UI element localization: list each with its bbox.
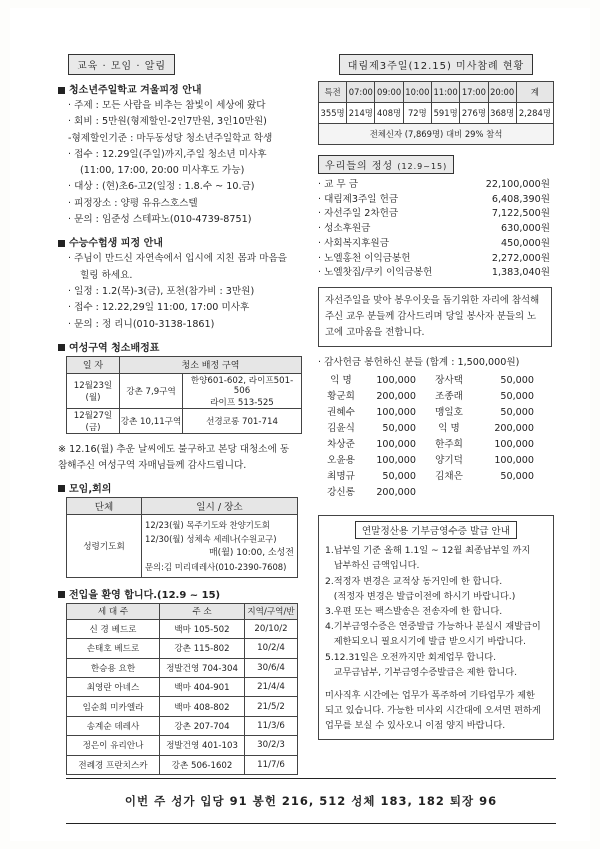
offering-label: · 성소후원금: [318, 223, 371, 235]
offering-label: · 자선주일 2차헌금: [318, 208, 399, 220]
donor-name: 장사택: [435, 375, 463, 387]
mass-value: 214명: [347, 103, 375, 124]
mass-value: 2,284명: [516, 103, 553, 124]
certificate-line: 4.기부금영수증은 연중발급 가능하나 분실시 재발급이: [325, 621, 541, 633]
bulletin-page: [10, 8, 590, 841]
donor-name: 황군희: [327, 391, 355, 403]
donor-name: 김윤식: [327, 423, 355, 435]
welcome-householder: 정은이 유리안나: [67, 736, 160, 755]
cleaning-detail: 선경코롱 701-714: [183, 408, 302, 433]
donor-name: 한주희: [435, 439, 463, 451]
welcome-address: 강촌 115-802: [160, 639, 245, 658]
meetings-header: 일시 / 장소: [142, 497, 298, 514]
offering-amount: 7,122,500원: [491, 208, 550, 220]
cleaning-section: [58, 339, 304, 434]
cleaning-date: 12월23일(월): [67, 373, 120, 408]
bullet-square-icon: [58, 87, 65, 94]
offering-label: · 노엘홍천 이익금봉헌: [318, 252, 411, 264]
welcome-district: 21/4/4: [245, 678, 298, 697]
certificate-line: 납부하신 금액입니다.: [325, 560, 420, 572]
donor-name: 익 명: [438, 423, 460, 435]
donation-row: [318, 485, 554, 501]
certificate-line: 3.우편 또는 팩스발송은 전송자에 한 합니다.: [325, 606, 503, 618]
exam-retreat-line: · 문의 : 정 리니(010-3138-1861): [68, 318, 215, 330]
meetings-line: 12/30(월) 성체속 세레나(수원교구): [145, 533, 277, 544]
hymn-footer: 이번 주 성가 입당 91 봉헌 216, 512 성체 183, 182 퇴장 96: [66, 778, 556, 824]
welcome-district: 11/3/6: [245, 716, 298, 735]
certificate-line: 1.납부일 기준 올해 1.1일 ~ 12월 최종납부일 까지: [325, 545, 531, 557]
welcome-householder: 임순희 미카엘라: [67, 697, 160, 716]
cleaning-area: 강촌 7,9구역: [120, 373, 183, 408]
offering-amount: 2,272,000원: [491, 252, 550, 264]
cleaning-detail: 한양601-602, 라이프501-506: [190, 375, 294, 396]
table-row: [67, 373, 302, 408]
exam-retreat-section: [58, 234, 304, 332]
welcome-district: 21/5/2: [245, 697, 298, 716]
donation-amount: 100,000: [376, 375, 416, 387]
cleaning-date: 12월27일(금): [67, 408, 120, 433]
meetings-line: 매(월) 10:00, 소성전: [208, 547, 294, 558]
mass-value: 591명: [431, 103, 459, 124]
cleaning-area: 강촌 10,11구역: [120, 408, 183, 433]
mass-value: 72명: [403, 103, 431, 124]
certificate-line: 되고 있습니다. 가능한 미사외 시간대에 오셔면 편하게: [325, 705, 541, 717]
table-row: [67, 408, 302, 433]
cleaning-thanks-note: ※ 12.16(월) 추운 날씨에도 불구하고 본당 대청소에 동참해주신 여성구역 자매님들께 감사드립니다.: [58, 443, 290, 471]
table-row: [67, 639, 298, 658]
bullet-square-icon: [58, 344, 65, 351]
donation-amount: 50,000: [382, 423, 416, 435]
offering-item: [318, 237, 550, 252]
meetings-section: [58, 480, 304, 578]
certificate-line: 교무금납부, 기부금영수증발급은 제한 합니다.: [325, 666, 517, 678]
donation-row: [318, 421, 554, 437]
offering-section: [318, 155, 554, 347]
certificate-line: [325, 680, 547, 688]
meetings-line: 12/23(월) 목주기도와 찬양기도회: [145, 519, 270, 530]
welcome-district: 11/7/6: [245, 755, 298, 774]
bullet-square-icon: [58, 591, 65, 598]
cleaning-title: 여성구역 청소배정표: [69, 342, 160, 354]
mass-header: 11:00: [431, 82, 459, 103]
winter-camp-line: · 접수 : 12.29일(주일)까지,주일 청소년 미사후: [68, 148, 267, 160]
bullet-square-icon: [58, 485, 65, 492]
welcome-table: [66, 603, 298, 775]
certificate-box: [318, 515, 554, 739]
donation-amount: 50,000: [382, 471, 416, 483]
mass-header: 20:00: [488, 82, 516, 103]
winter-camp-line: · 피정장소 : 양평 유유스호스텔: [68, 197, 198, 209]
donation-amount: 200,000: [376, 391, 416, 403]
welcome-householder: 전례경 프란치스카: [67, 755, 160, 774]
meetings-header: 단체: [67, 497, 142, 514]
donation-amount: 100,000: [376, 439, 416, 451]
mass-value: 276명: [460, 103, 488, 124]
donor-name: 양기덕: [435, 455, 463, 467]
exam-retreat-title: 수능수험생 피정 안내: [69, 238, 163, 250]
offering-item: [318, 193, 550, 208]
welcome-address: 백마 408-802: [160, 697, 245, 716]
welcome-header: 세 대 주: [67, 603, 160, 619]
table-row: [67, 697, 298, 716]
donor-name: 김채은: [435, 471, 463, 483]
welcome-district: 20/10/2: [245, 619, 298, 638]
mass-title: 대림제3주일(12.15) 미사참례 현황: [339, 54, 533, 75]
donation-title: · 감사헌금 봉헌하신 분들 (합계 : 1,500,000원): [318, 356, 520, 368]
offering-amount: 22,100,000원: [485, 179, 550, 190]
offering-item: [318, 252, 550, 267]
donation-section: [318, 355, 554, 501]
exam-retreat-line: 힐링 하세요.: [80, 269, 133, 281]
right-column: [318, 54, 554, 740]
table-row: [67, 514, 298, 577]
cleaning-table: [66, 356, 302, 434]
bullet-square-icon: [58, 240, 65, 247]
welcome-householder: 신 경 베드로: [67, 619, 160, 638]
offering-amount: 450,000원: [501, 237, 550, 249]
mass-header: 10:00: [403, 82, 431, 103]
donor-name: 강신롱: [327, 487, 355, 499]
table-row: [67, 619, 298, 638]
donation-amount: 100,000: [376, 455, 416, 467]
donation-amount: 50,000: [500, 375, 534, 387]
mass-value: 368명: [488, 103, 516, 124]
mass-header: 09:00: [375, 82, 403, 103]
winter-camp-line: · 주제 : 모든 사람을 비추는 참빛이 세상에 왔다: [68, 100, 266, 111]
donor-name: 익 명: [330, 375, 352, 387]
donation-row: [318, 469, 554, 485]
donation-row: [318, 453, 554, 469]
mass-total: 전체신자 (7,869명) 대비 29% 참석: [319, 124, 554, 145]
offering-label: · 사회복지후원금: [318, 237, 389, 249]
welcome-header: 주 소: [160, 603, 245, 619]
donor-name: [416, 485, 482, 501]
cleaning-header: 일 자: [67, 356, 120, 373]
exam-retreat-line: · 주님이 만드신 자연속에서 입시에 지친 몸과 마음을: [68, 253, 288, 265]
mass-table: [318, 81, 554, 145]
meetings-table: [66, 497, 298, 578]
welcome-address: 강촌 207-704: [160, 716, 245, 735]
welcome-householder: 한승용 요한: [67, 658, 160, 677]
welcome-address: 정발건영 704-304: [160, 658, 245, 677]
exam-retreat-line: · 일정 : 1.2(목)-3(금), 포천(참가비 : 3만원): [68, 285, 255, 297]
welcome-section: [58, 586, 304, 775]
donation-row: [318, 389, 554, 405]
donor-name: 조종래: [435, 391, 463, 403]
donor-name: 오윤용: [327, 455, 355, 467]
meetings-group: 성령기도회: [67, 514, 142, 577]
meetings-title: 모임,회의: [69, 483, 112, 495]
offering-label: · 노엘찻집/쿠키 이익금봉헌: [318, 267, 433, 279]
table-row: [67, 755, 298, 774]
mass-header: 17:00: [460, 82, 488, 103]
certificate-line: 미사직후 시간에는 업무가 폭주하여 기타업무가 제한: [325, 690, 535, 702]
donation-row: [318, 373, 554, 389]
winter-camp-section: [58, 81, 304, 228]
welcome-householder: 최영란 아네스: [67, 678, 160, 697]
winter-camp-line: (11:00, 17:00, 20:00 미사후도 가능): [80, 165, 245, 177]
mass-header: 계: [516, 82, 553, 103]
donation-amount: 100,000: [494, 439, 534, 451]
certificate-line: 업무를 보실 수 있사오니 이점 양지 바랍니다.: [325, 720, 506, 732]
offering-item: [318, 222, 550, 237]
offering-label: · 대림제3주일 헌금: [318, 193, 399, 205]
donation-amount: 100,000: [494, 455, 534, 467]
offering-period: (12.9~15): [397, 162, 448, 171]
welcome-district: 30/2/3: [245, 736, 298, 755]
donation-amount: [482, 485, 534, 501]
certificate-line: 제한되오니 필요시기에 발급 받으시기 바랍니다.: [325, 636, 526, 648]
offering-label: · 교 무 금: [318, 179, 359, 190]
welcome-district: 30/6/4: [245, 658, 298, 677]
offering-thanks-box: 자선주일을 맞아 봉우이웃을 돕기위한 자리에 참석해 주신 교우 분들께 감사드리며 당일 봉사자 분들의 노고에 고마움을 전합니다.: [318, 287, 552, 347]
donation-amount: 200,000: [376, 487, 416, 499]
left-column: [58, 54, 304, 775]
mass-header: 07:00: [347, 82, 375, 103]
donation-amount: 100,000: [376, 407, 416, 419]
meetings-line: 문의:김 미리데레사(010-2390-7608): [145, 561, 287, 572]
donation-row: [318, 405, 554, 421]
donation-amount: 50,000: [500, 407, 534, 419]
mass-value: 355명: [319, 103, 347, 124]
table-row: [67, 678, 298, 697]
offering-item: [318, 207, 550, 222]
welcome-address: 백마 105-502: [160, 619, 245, 638]
welcome-address: 백마 404-901: [160, 678, 245, 697]
certificate-title: 연말정산용 기부금영수증 발급 안내: [355, 521, 517, 539]
mass-value: 408명: [375, 103, 403, 124]
welcome-title: 전입을 환영 합니다.(12.9 ~ 15): [69, 589, 221, 601]
offering-amount: 1,383,040원: [491, 267, 550, 279]
offering-item: [318, 178, 550, 193]
welcome-householder: 송계순 데레사: [67, 716, 160, 735]
table-row: [67, 716, 298, 735]
donor-name: 권혜수: [327, 407, 355, 419]
welcome-district: 10/2/4: [245, 639, 298, 658]
welcome-householder: 손태호 베드로: [67, 639, 160, 658]
winter-camp-line: -형제할인기준 : 마두동성당 청소년주일학교 학생: [68, 132, 273, 144]
certificate-line: (적정자 변경은 발급이전에 하시기 바랍니다.): [325, 590, 516, 602]
offering-item: [318, 266, 550, 281]
certificate-line: 2.적정자 변경은 교적상 동거인에 한 합니다.: [325, 575, 503, 587]
welcome-address: 정발건영 401-103: [160, 736, 245, 755]
cleaning-header: 청소 배정 구역: [120, 356, 302, 373]
table-row: [67, 736, 298, 755]
offering-amount: 630,000원: [501, 223, 550, 235]
mass-header: 특전: [319, 82, 347, 103]
donor-name: 최명규: [327, 471, 355, 483]
winter-camp-line: · 대상 : (현)초6-고2(일정 : 1.8.수 ~ 10.금): [68, 181, 255, 193]
winter-camp-title: 청소년주일학교 겨울피정 안내: [69, 85, 202, 96]
welcome-header: 지역/구역/반: [245, 603, 298, 619]
winter-camp-line: · 회비 : 5만원(형제할인-2인7만원, 3인10만원): [68, 116, 267, 128]
donation-amount: 50,000: [500, 471, 534, 483]
offering-title: 우리들의 정성: [325, 161, 394, 172]
table-row: [67, 658, 298, 677]
donation-amount: 200,000: [494, 423, 534, 435]
winter-camp-line: · 문의 : 임준성 스테파노(010-4739-8751): [68, 214, 252, 226]
offering-amount: 6,408,390원: [491, 193, 550, 205]
donor-name: 차상준: [327, 439, 355, 451]
donation-amount: 50,000: [500, 391, 534, 403]
donor-name: 맹일호: [435, 407, 463, 419]
welcome-address: 강촌 506-1602: [160, 755, 245, 774]
exam-retreat-line: · 접수 : 12.22,29일 11:00, 17:00 미사후: [68, 302, 250, 314]
donation-row: [318, 437, 554, 453]
cleaning-detail: 라이프 513-525: [210, 397, 274, 408]
section-title-education: 교육 · 모임 · 알림: [68, 54, 175, 75]
certificate-line: 5.12.31일은 오전까지만 회계업무 합니다.: [325, 651, 497, 663]
